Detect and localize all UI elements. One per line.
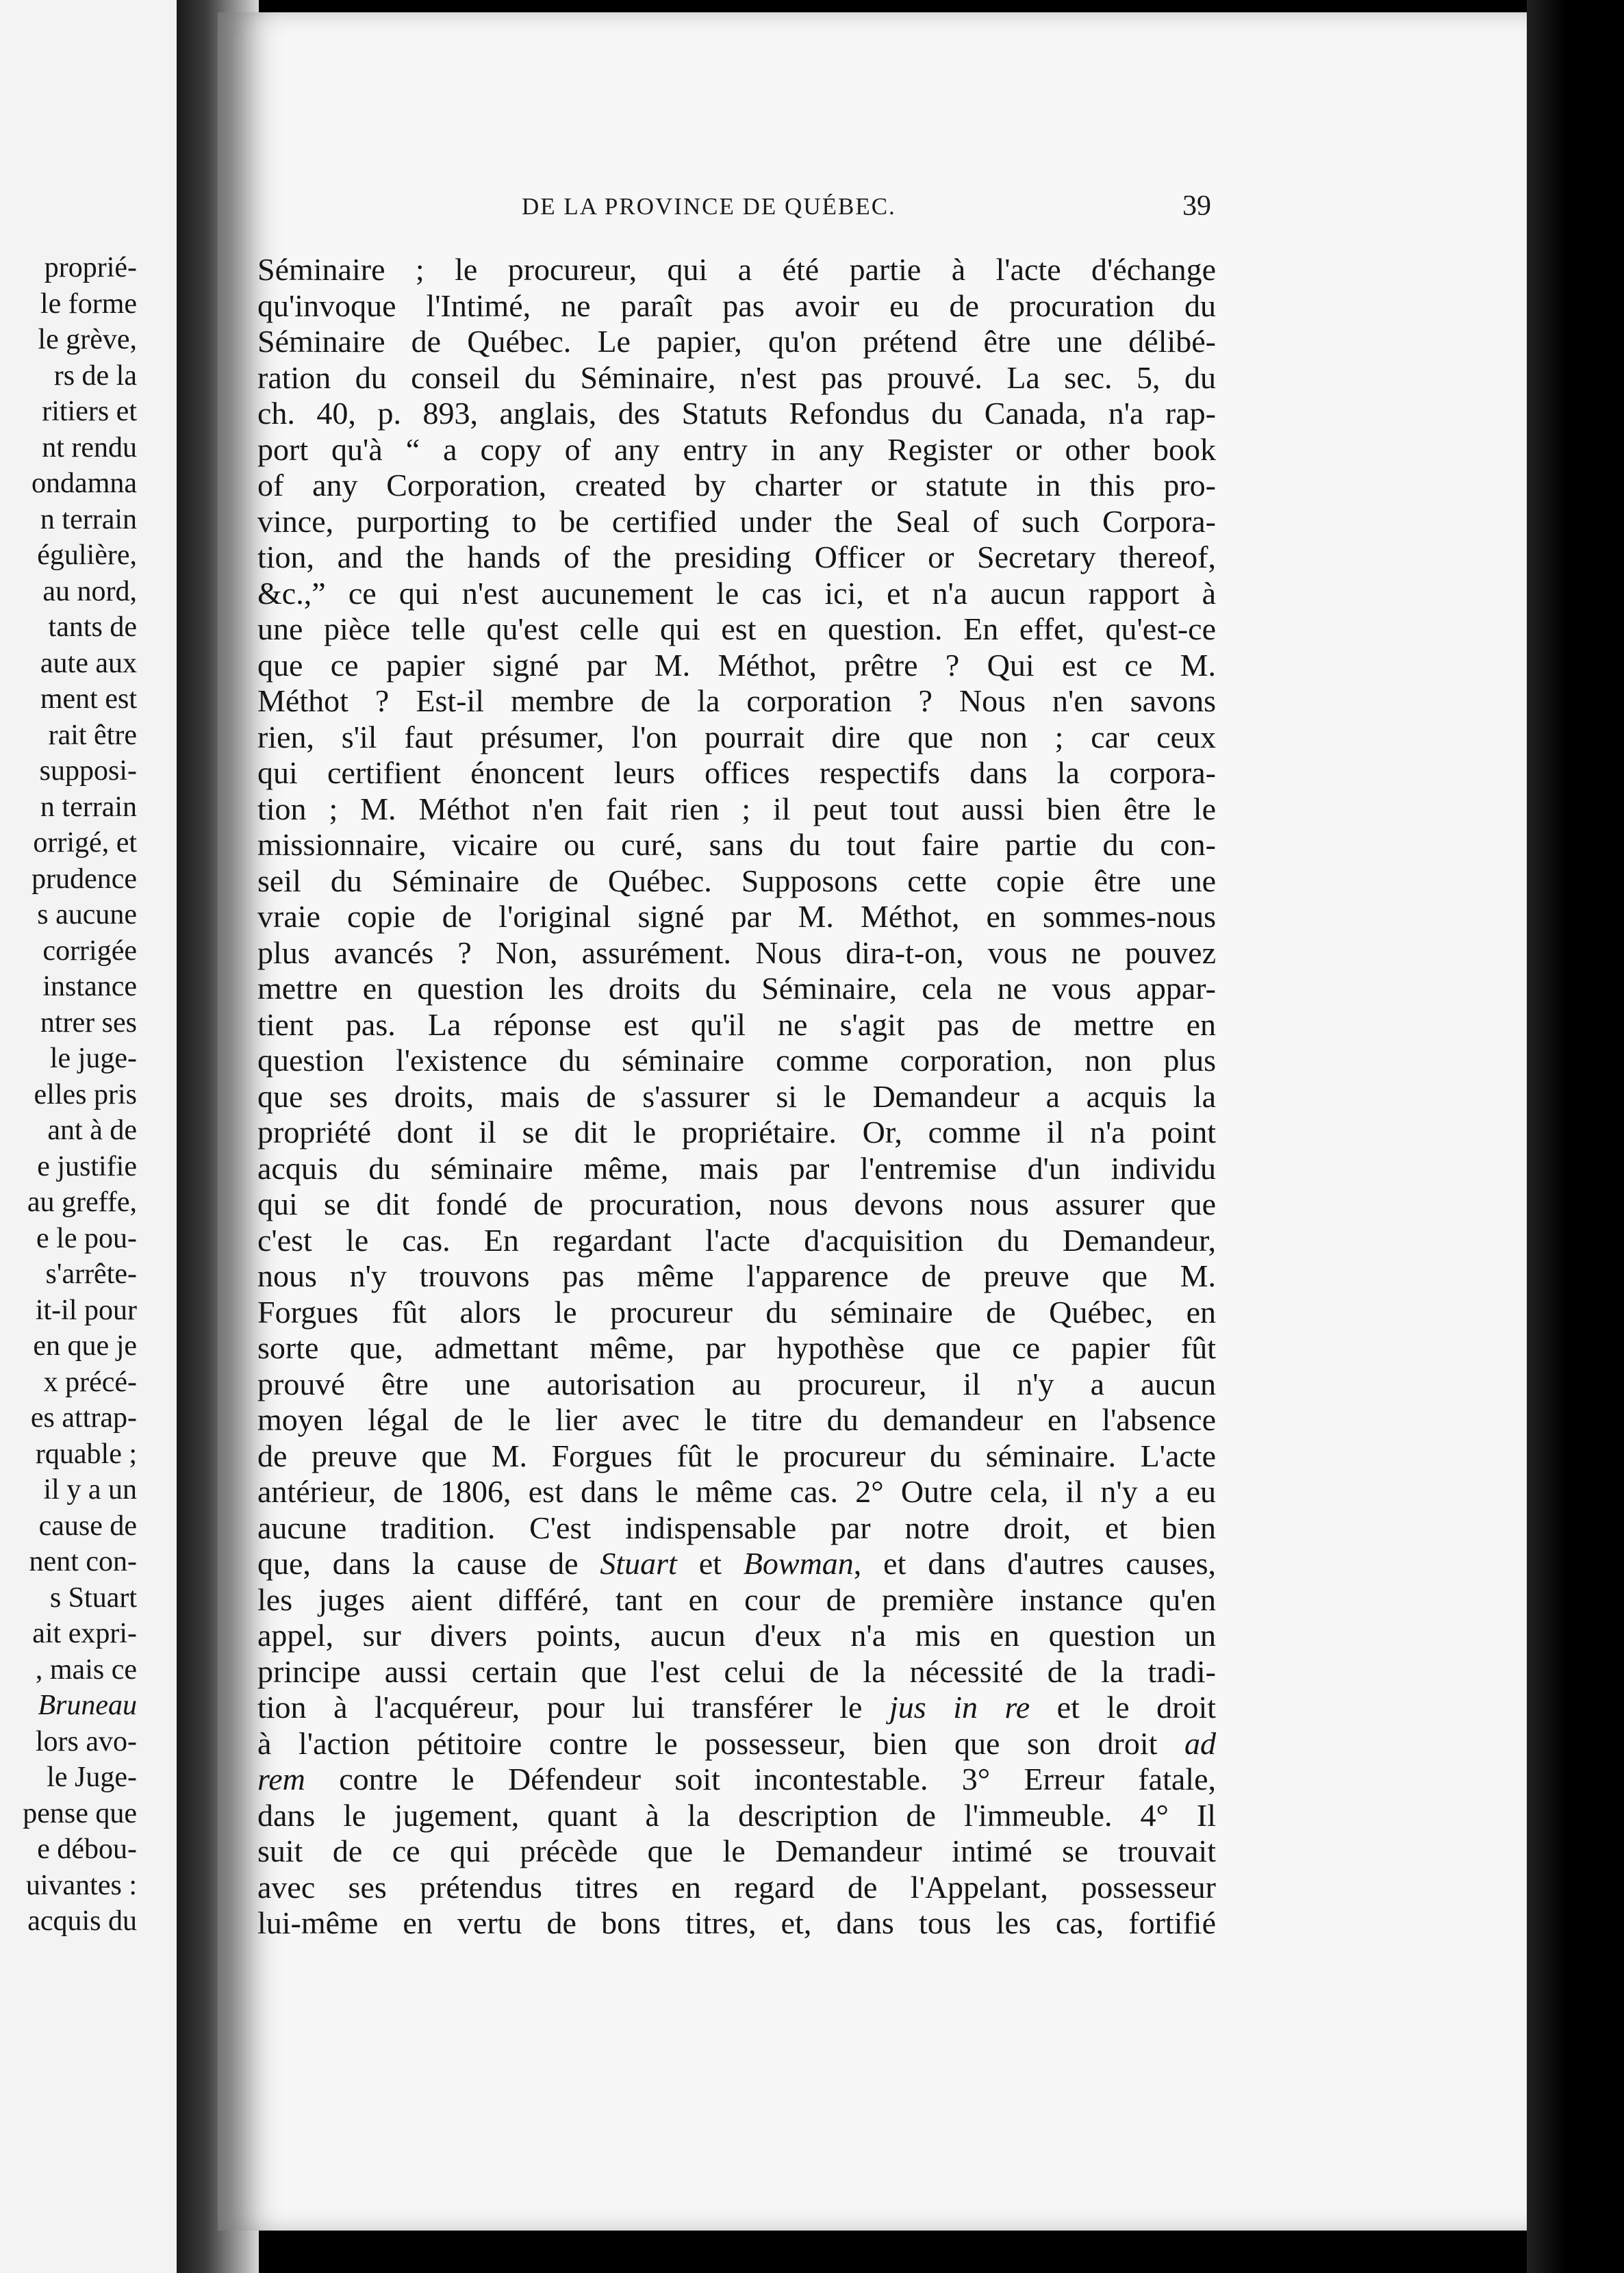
facing-page xyxy=(0,0,177,2273)
facing-page-line: , mais ce xyxy=(35,1653,137,1686)
facing-page-line: e le pou- xyxy=(36,1222,137,1254)
latin-term: ad xyxy=(1184,1725,1216,1761)
facing-page-line: en que je xyxy=(33,1330,137,1362)
facing-page-line: corrigée xyxy=(42,935,137,967)
facing-page-line: supposi- xyxy=(39,755,137,787)
text-line: qu'invoque l'Intimé, ne paraît pas avoir eu de procuration du xyxy=(257,288,1216,323)
facing-page-line: nt rendu xyxy=(42,431,137,464)
text-line: rem contre le Défendeur soit incontestable. 3° Erreur fatale, xyxy=(257,1762,1216,1796)
facing-page-line: nent con- xyxy=(29,1546,137,1577)
facing-page-line: s'arrête- xyxy=(45,1258,137,1290)
facing-page-line: n terrain xyxy=(40,791,137,823)
text-line: aucune tradition. C'est indispensable par notre droit, et bien xyxy=(257,1510,1216,1545)
text-line: antérieur, de 1806, est dans le même cas. 2° Outre cela, il n'y a eu xyxy=(257,1474,1216,1509)
text-line: qui se dit fondé de procuration, nous devons nous assurer que xyxy=(257,1186,1216,1221)
facing-page-line: it-il pour xyxy=(35,1294,137,1326)
facing-page-line: rs de la xyxy=(53,359,137,392)
text-line: c'est le cas. En regardant l'acte d'acquisition du Demandeur, xyxy=(257,1222,1216,1258)
text-line: qui certifient énoncent leurs offices respectifs dans la corpora- xyxy=(257,755,1216,790)
facing-page-line: aute aux xyxy=(40,647,137,679)
case-name: Stuart xyxy=(600,1546,677,1581)
facing-page-line: le grève, xyxy=(38,324,137,355)
facing-page-line: ant à de xyxy=(47,1115,137,1146)
facing-page-line: n terrain xyxy=(40,503,137,535)
text-line: question l'existence du séminaire comme corporation, non plus xyxy=(257,1043,1216,1078)
facing-page-line: le Juge- xyxy=(47,1762,137,1793)
text-line: tion ; M. Méthot n'en fait rien ; il peut tout aussi bien être le xyxy=(257,791,1216,826)
page-edge-shadow xyxy=(1527,0,1624,2273)
facing-page-line: s aucune xyxy=(37,899,137,930)
facing-page-line: rquable ; xyxy=(35,1438,137,1470)
facing-page-line: il y a un xyxy=(43,1474,137,1506)
facing-page-line: prudence xyxy=(31,863,137,895)
facing-page-line: elles pris xyxy=(34,1078,137,1110)
facing-page-line: ritiers et xyxy=(42,396,137,427)
facing-page-line: x précé- xyxy=(43,1366,137,1398)
text-line: vince, purporting to be certified under the Seal of such Corpora- xyxy=(257,503,1216,539)
facing-page-line: ait expri- xyxy=(32,1618,137,1649)
text-line: port qu'à “ a copy of any entry in any Register or other book xyxy=(257,431,1216,467)
text-block xyxy=(257,252,1216,1546)
facing-page-line: s Stuart xyxy=(49,1582,137,1614)
text-line: plus avancés ? Non, assurément. Nous dira-t-on, vous ne pouvez xyxy=(257,935,1216,970)
text-line: missionnaire, vicaire ou curé, sans du tout faire partie du con- xyxy=(257,827,1216,862)
text-line: appel, sur divers points, aucun d'eux n'a mis en question un xyxy=(257,1618,1216,1653)
facing-page-line: Bruneau xyxy=(38,1690,137,1721)
facing-page-line: pense que xyxy=(23,1797,137,1829)
case-name: Bowman xyxy=(743,1546,854,1581)
body-text xyxy=(257,252,1216,1942)
latin-term: rem xyxy=(257,1762,305,1796)
facing-page-line: acquis du xyxy=(27,1905,137,1937)
text-line: seil du Séminaire de Québec. Supposons cette copie être une xyxy=(257,863,1216,898)
running-head: DE LA PROVINCE DE QUÉBEC. xyxy=(522,193,896,220)
text-line: Séminaire ; le procureur, qui a été partie à l'acte d'échange xyxy=(257,252,1216,287)
text-line: prouvé être une autorisation au procureur, il n'y a aucun xyxy=(257,1366,1216,1401)
facing-page-line: ment est xyxy=(40,683,137,715)
facing-page-line: instance xyxy=(42,971,137,1002)
text-line: tion, and the hands of the presiding Officer or Secretary thereof, xyxy=(257,539,1216,574)
facing-page-line: lors avo- xyxy=(35,1725,137,1757)
text-line: Forgues fût alors le procureur du séminaire de Québec, en xyxy=(257,1294,1216,1330)
text-line: vraie copie de l'original signé par M. Méthot, en sommes-nous xyxy=(257,899,1216,934)
text-line: moyen légal de le lier avec le titre du demandeur en l'absence xyxy=(257,1402,1216,1437)
text-line: une pièce telle qu'est celle qui est en question. En effet, qu'est-ce xyxy=(257,611,1216,646)
latin-term: jus in re xyxy=(889,1690,1030,1725)
facing-page-line: es attrap- xyxy=(30,1402,137,1434)
text-line: Méthot ? Est-il membre de la corporation ? Nous n'en savons xyxy=(257,683,1216,718)
text-line: tient pas. La réponse est qu'il ne s'agit pas de mettre en xyxy=(257,1006,1216,1042)
text-line: Séminaire de Québec. Le papier, qu'on prétend être une délibé- xyxy=(257,324,1216,359)
facing-page-line: le forme xyxy=(40,288,137,320)
text-line: que, dans la cause de Stuart et Bowman, et dans d'autres causes, xyxy=(257,1546,1216,1581)
text-line: rien, s'il faut présumer, l'on pourrait dire que non ; car ceux xyxy=(257,719,1216,754)
text-line: tion à l'acquéreur, pour lui transférer le jus in re et le droit xyxy=(257,1690,1217,1725)
text-line: &c.,” ce qui n'est aucunement le cas ici, et n'a aucun rapport à xyxy=(257,575,1216,611)
text-line: suit de ce qui précède que le Demandeur intimé se trouvait xyxy=(257,1833,1216,1868)
text-block xyxy=(257,1582,1216,1690)
facing-page-line: uivantes : xyxy=(25,1869,137,1901)
facing-page-line: orrigé, et xyxy=(33,827,137,859)
facing-page-line: cause de xyxy=(38,1510,137,1542)
text-line: sorte que, admettant même, par hypothèse que ce papier fût xyxy=(257,1330,1216,1365)
text-line: avec ses prétendus titres en regard de l'Appelant, possesseur xyxy=(257,1869,1216,1905)
text-line: propriété dont il se dit le propriétaire. Or, comme il n'a point xyxy=(257,1115,1216,1150)
facing-page-text xyxy=(0,250,137,1940)
text-line: lui-même en vertu de bons titres, et, dans tous les cas, fortifié xyxy=(257,1905,1216,1940)
text-line: de preuve que M. Forgues fût le procureur du séminaire. L'acte xyxy=(257,1438,1216,1473)
facing-page-line: ondamna xyxy=(31,468,137,499)
page-number: 39 xyxy=(1182,190,1211,222)
text-line: ch. 40, p. 893, anglais, des Statuts Refondus du Canada, n'a rap- xyxy=(257,396,1216,431)
facing-page-line: rait être xyxy=(48,719,137,751)
facing-page-line: le juge- xyxy=(49,1043,137,1074)
facing-page-line: e débou- xyxy=(37,1833,137,1865)
text-line: que ce papier signé par M. Méthot, prêtre ? Qui est ce M. xyxy=(257,647,1216,683)
text-line: of any Corporation, created by charter or statute in this pro- xyxy=(257,468,1216,503)
text-line: principe aussi certain que l'est celui de la nécessité de la tradi- xyxy=(257,1653,1216,1689)
text-line: acquis du séminaire même, mais par l'entremise d'un individu xyxy=(257,1150,1216,1186)
facing-page-line: e justifie xyxy=(37,1150,137,1182)
text-line: dans le jugement, quant à la description de l'immeuble. 4° Il xyxy=(257,1797,1216,1833)
facing-page-line: égulière, xyxy=(37,539,137,571)
facing-page-line: au greffe, xyxy=(27,1186,137,1218)
facing-page-line: tants de xyxy=(48,611,137,643)
text-line: ration du conseil du Séminaire, n'est pas prouvé. La sec. 5, du xyxy=(257,359,1216,395)
text-line: les juges aient différé, tant en cour de première instance qu'en xyxy=(257,1582,1216,1617)
facing-page-line: au nord, xyxy=(42,575,137,607)
facing-page-line: ntrer ses xyxy=(40,1006,137,1039)
text-line: que ses droits, mais de s'assurer si le Demandeur a acquis la xyxy=(257,1078,1216,1114)
text-line: à l'action pétitoire contre le possesseur, bien que son droit ad xyxy=(257,1725,1216,1761)
text-line: nous n'y trouvons pas même l'apparence de preuve que M. xyxy=(257,1258,1216,1293)
text-line: mettre en question les droits du Séminaire, cela ne vous appar- xyxy=(257,971,1216,1006)
text-block xyxy=(257,1798,1216,1942)
facing-page-line: proprié- xyxy=(44,252,137,283)
